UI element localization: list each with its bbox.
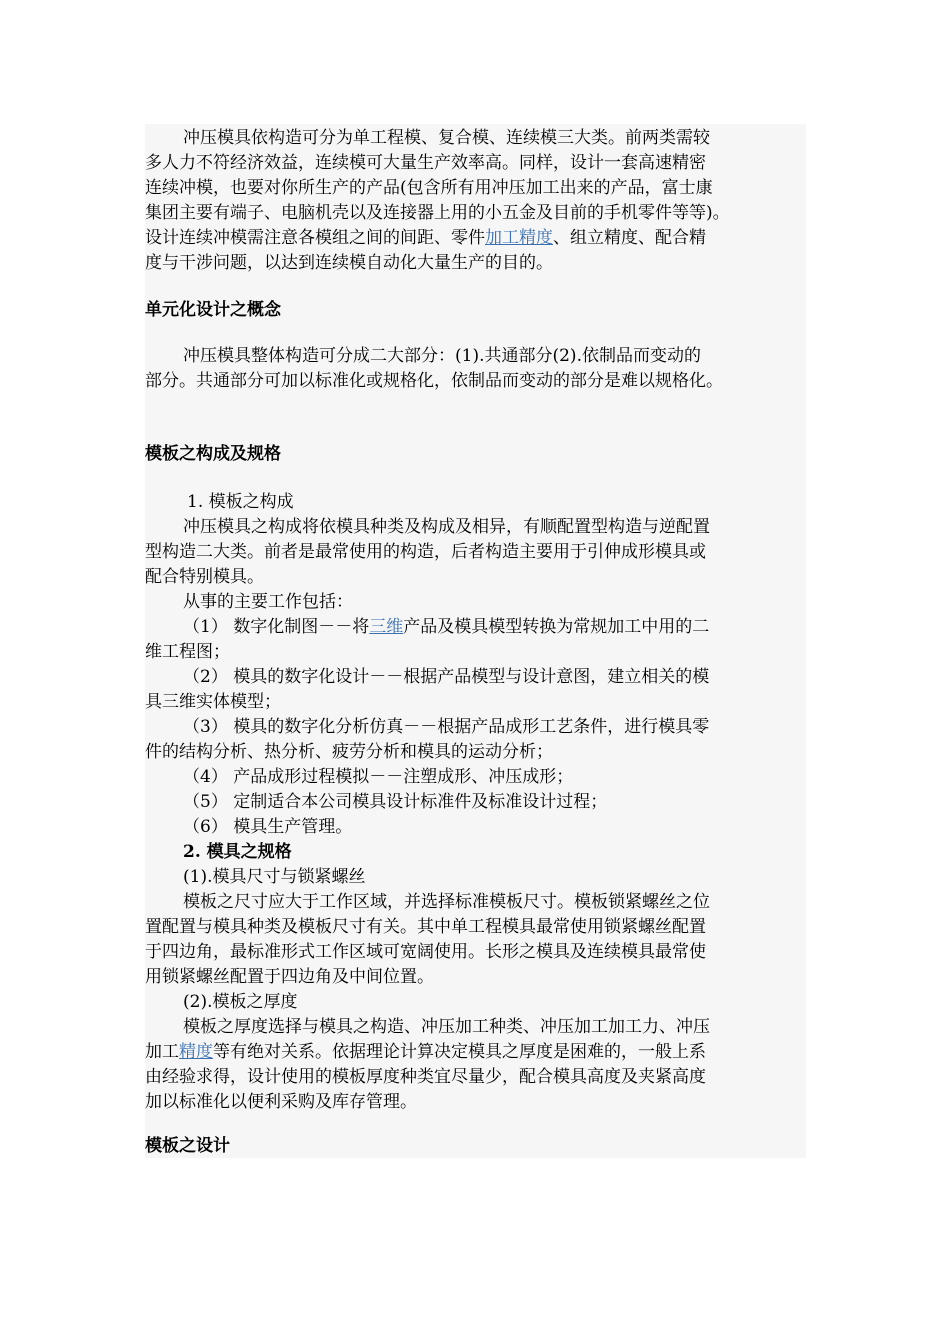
link-3d[interactable]: 三维 bbox=[369, 617, 404, 637]
paragraph-line: 加工精度等有绝对关系。依据理论计算决定模具之厚度是困难的，一般上系 bbox=[145, 1042, 706, 1062]
section-heading-template: 模板之构成及规格 bbox=[145, 444, 281, 464]
paragraph-line: 由经验求得，设计使用的模板厚度种类宜尽量少，配合模具高度及夹紧高度 bbox=[145, 1067, 706, 1087]
paragraph-line: 配合特别模具。 bbox=[145, 567, 264, 587]
paragraph-line: 冲压模具之构成将依模具种类及构成及相异，有顺配置型构造与逆配置 bbox=[183, 517, 710, 537]
paragraph-line: 型构造二大类。前者是最常使用的构造，后者构造主要用于引伸成形模具或 bbox=[145, 542, 706, 562]
intro-line: 度与干涉问题，以达到连续模自动化大量生产的目的。 bbox=[145, 253, 553, 273]
list-item: 维工程图； bbox=[145, 642, 230, 662]
list-item: （4） 产品成形过程模拟－－注塑成形、冲压成形； bbox=[183, 767, 574, 787]
list-item: （5） 定制适合本公司模具设计标准件及标准设计过程； bbox=[183, 792, 608, 812]
paragraph-line: 从事的主要工作包括： bbox=[183, 592, 353, 612]
list-item: 具三维实体模型； bbox=[145, 692, 281, 712]
list-item: （2） 模具的数字化设计－－根据产品模型与设计意图，建立相关的模 bbox=[183, 667, 710, 687]
paragraph-line: 模板之厚度选择与模具之构造、冲压加工种类、冲压加工加工力、冲压 bbox=[183, 1017, 710, 1037]
section-heading-unit-design: 单元化设计之概念 bbox=[145, 300, 281, 320]
paragraph-line: 冲压模具整体构造可分成二大部分：(1).共通部分(2).依制品而变动的 bbox=[183, 346, 701, 366]
paragraph-line: 加以标准化以便利采购及库存管理。 bbox=[145, 1092, 417, 1112]
intro-line: 冲压模具依构造可分为单工程模、复合模、连续模三大类。前两类需较 bbox=[183, 128, 710, 148]
subheading: 2. 模具之规格 bbox=[183, 842, 292, 862]
paragraph-line: 部分。共通部分可加以标准化或规格化，依制品而变动的部分是难以规格化。 bbox=[145, 371, 723, 391]
intro-line: 设计连续冲模需注意各模组之间的间距、零件加工精度、组立精度、配合精 bbox=[145, 228, 706, 248]
paragraph-line: 置配置与模具种类及模板尺寸有关。其中单工程模具最常使用锁紧螺丝配置 bbox=[145, 917, 706, 937]
paragraph-line: 于四边角，最标准形式工作区域可宽阔使用。长形之模具及连续模具最常使 bbox=[145, 942, 706, 962]
intro-line: 连续冲模，也要对你所生产的产品(包含所有用冲压加工出来的产品，富士康 bbox=[145, 178, 713, 198]
list-item: 件的结构分析、热分析、疲劳分析和模具的运动分析； bbox=[145, 742, 553, 762]
subheading: (2).模板之厚度 bbox=[183, 992, 298, 1012]
intro-line: 多人力不符经济效益，连续模可大量生产效率高。同样，设计一套高速精密 bbox=[145, 153, 706, 173]
link-machining-precision[interactable]: 加工精度 bbox=[485, 228, 553, 248]
document-body bbox=[145, 124, 806, 1158]
list-item: （1） 数字化制图－－将三维产品及模具模型转换为常规加工中用的二 bbox=[183, 617, 710, 637]
paragraph-line: 用锁紧螺丝配置于四边角及中间位置。 bbox=[145, 967, 434, 987]
intro-line: 集团主要有端子、电脑机壳以及连接器上用的小五金及目前的手机零件等等)。 bbox=[145, 203, 730, 223]
paragraph-line: 模板之尺寸应大于工作区域，并选择标准模板尺寸。模板锁紧螺丝之位 bbox=[183, 892, 710, 912]
list-item: （3） 模具的数字化分析仿真－－根据产品成形工艺条件，进行模具零 bbox=[183, 717, 710, 737]
subheading: 1. 模板之构成 bbox=[187, 492, 294, 512]
link-precision[interactable]: 精度 bbox=[179, 1042, 213, 1062]
section-heading-template-design: 模板之设计 bbox=[145, 1136, 230, 1156]
list-item: （6） 模具生产管理。 bbox=[183, 817, 353, 837]
subheading: (1).模具尺寸与锁紧螺丝 bbox=[183, 867, 366, 887]
